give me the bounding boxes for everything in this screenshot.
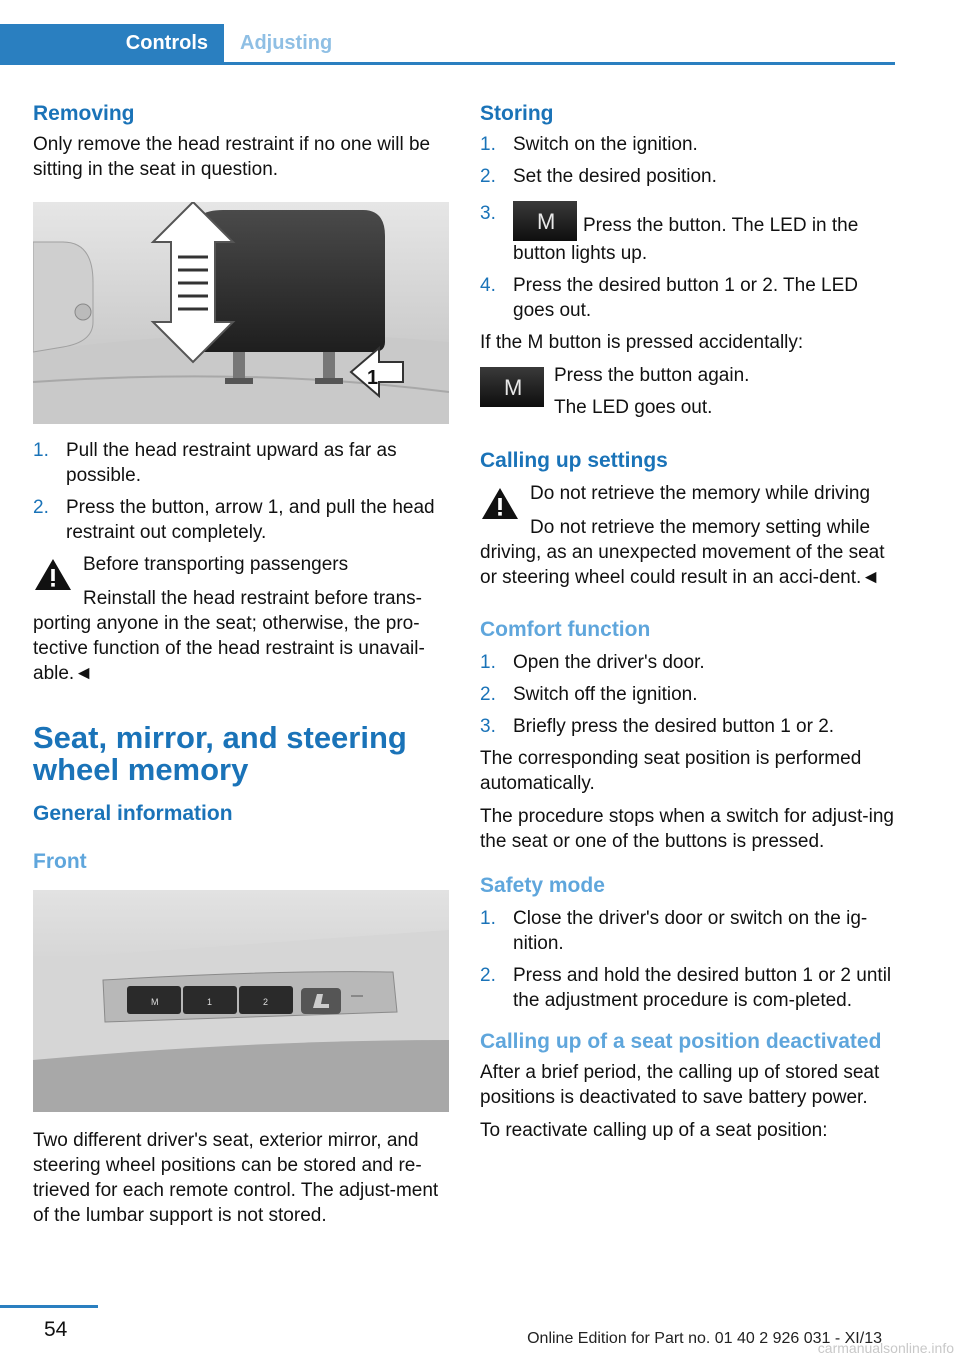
tab-controls[interactable]: Controls <box>0 24 224 62</box>
comfort-steps <box>480 650 896 739</box>
list-item: 1. Switch on the ignition. <box>480 134 698 155</box>
list-item: 2. Press and hold the desired button 1 or 2 until the adjustment procedure is com-pleted. <box>480 965 892 1011</box>
removing-steps <box>33 438 449 545</box>
calling-heading: Calling up settings <box>480 449 668 472</box>
list-item: 1. Pull the head restraint upward as far as possible. <box>33 440 397 486</box>
warning-icon <box>33 556 73 592</box>
deactivated-text: After a brief period, the calling up of stored seat positions is deactivated to save battery power. <box>480 1062 880 1108</box>
safety-heading: Safety mode <box>480 874 605 897</box>
left-column <box>33 100 449 1236</box>
right-column <box>480 100 896 1151</box>
accidental-text: If the M button is pressed accidentally: <box>480 332 804 353</box>
page-number: 54 <box>44 1318 68 1341</box>
list-item: 3. M Press the button. The LED in the button lights up. <box>480 203 859 264</box>
figure-callout-1: 1 <box>367 367 379 389</box>
svg-text:M: M <box>504 375 523 400</box>
memory-m-button-icon <box>480 367 544 407</box>
press-again-text: Press the button again. <box>554 365 750 386</box>
storing-heading: Storing <box>480 102 554 125</box>
list-item: 2. Set the desired position. <box>480 166 717 187</box>
svg-text:M: M <box>537 209 556 234</box>
panel-label-1: 1 <box>207 997 213 1007</box>
list-item: 1. Close the driver's door or switch on the ig-nition. <box>480 908 868 954</box>
head-restraint-figure <box>33 202 449 424</box>
warning-driving <box>480 481 896 521</box>
memory-m-button-icon <box>513 201 577 241</box>
section-heading: Seat, mirror, and steering wheel memory <box>33 720 407 787</box>
removing-text: Only remove the head restraint if no one will be sitting in the seat in question. <box>33 134 431 180</box>
general-heading: General information <box>33 802 233 825</box>
warning-text: Reinstall the head restraint before trans-porting anyone in the seat; otherwise, the pro-tective function of the head restraint is unavail-able.◄ <box>33 588 425 684</box>
memory-panel-figure <box>33 890 449 1112</box>
front-heading: Front <box>33 850 87 873</box>
warning-title: Do not retrieve the memory while driving <box>530 483 871 504</box>
list-item: 2. Press the button, arrow 1, and pull the head restraint out completely. <box>33 497 435 543</box>
tab-adjusting[interactable]: Adjusting <box>240 32 333 54</box>
reactivate-text: To reactivate calling up of a seat position: <box>480 1120 828 1141</box>
led-out-text: The LED goes out. <box>554 397 713 418</box>
safety-steps <box>480 906 896 1013</box>
memory-panel-illustration <box>33 890 449 1112</box>
comfort-text-2: The procedure stops when a switch for adjust-ing the seat or one of the buttons is pressed. <box>480 806 894 852</box>
deactivated-heading: Calling up of a seat position deactivated <box>480 1030 882 1053</box>
header-tab-bar <box>0 24 895 65</box>
list-item: 4. Press the desired button 1 or 2. The LED goes out. <box>480 275 859 321</box>
storing-steps <box>480 132 896 323</box>
watermark: carmanualsonline.info <box>817 1340 954 1356</box>
warning-transport <box>33 552 449 592</box>
warning-text: Do not retrieve the memory setting while driving, as an unexpected movement of the seat or steering wheel could result in an acci-dent.◄ <box>480 517 885 588</box>
footer-rule <box>0 1305 98 1308</box>
general-text: Two different driver's seat, exterior mirror, and steering wheel positions can be stored and re-trieved for each remote control. The adjust-ment of the lumbar support is not stored. <box>33 1130 439 1226</box>
list-item: 2. Switch off the ignition. <box>480 684 698 705</box>
removing-heading: Removing <box>33 102 135 125</box>
head-restraint-illustration <box>33 202 449 424</box>
comfort-text-1: The corresponding seat position is performed automatically. <box>480 748 862 794</box>
comfort-heading: Comfort function <box>480 618 651 641</box>
warning-icon <box>480 485 520 521</box>
edition-text: Online Edition for Part no. 01 40 2 926 031 - XI/13 <box>527 1330 882 1347</box>
panel-label-2: 2 <box>263 997 269 1007</box>
list-item: 1. Open the driver's door. <box>480 652 705 673</box>
m-button-note <box>480 363 896 423</box>
warning-title: Before transporting passengers <box>83 554 349 575</box>
list-item: 3. Briefly press the desired button 1 or 2. <box>480 716 835 737</box>
panel-label-m: M <box>151 997 159 1007</box>
